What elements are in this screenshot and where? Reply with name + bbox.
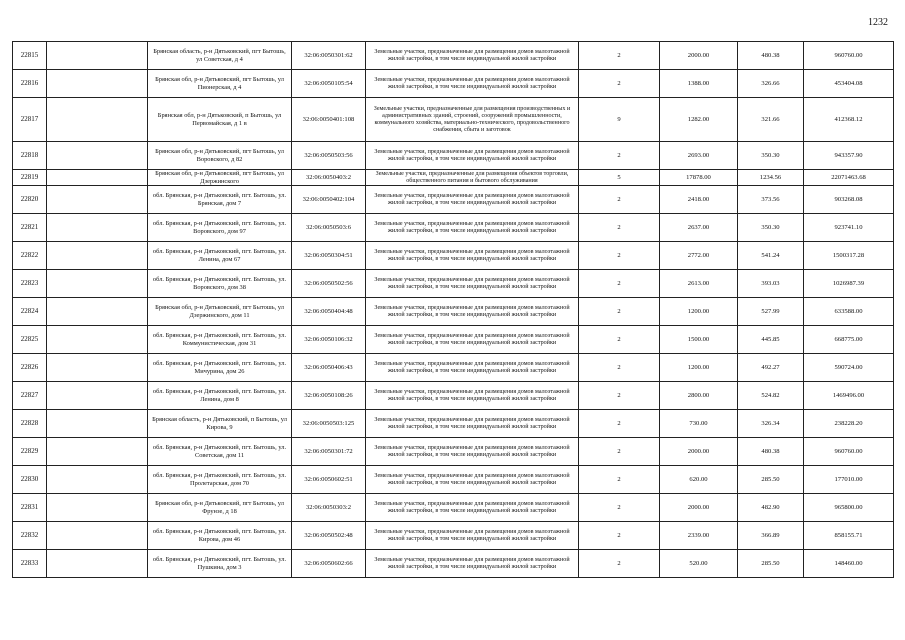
cadastral-value-cell: 923741.10 bbox=[804, 214, 894, 242]
specific-value-cell: 393.03 bbox=[738, 270, 804, 298]
cadastral-value-cell: 177010.00 bbox=[804, 466, 894, 494]
row-number-cell: 22825 bbox=[13, 326, 47, 354]
land-use-cell: Земельные участки, предназначенные для размещения домов малоэтажной жилой застройки, в том числе индивидуальной жилой застройки bbox=[366, 522, 579, 550]
blank-cell bbox=[47, 98, 148, 142]
area-cell: 1388.00 bbox=[660, 70, 738, 98]
area-cell: 1200.00 bbox=[660, 298, 738, 326]
cadastral-number-cell: 32:06:0050105:54 bbox=[292, 70, 366, 98]
cadastral-value-cell: 453404.08 bbox=[804, 70, 894, 98]
land-use-cell: Земельные участки, предназначенные для размещения домов малоэтажной жилой застройки, в том числе индивидуальной жилой застройки bbox=[366, 410, 579, 438]
address-cell: Брянская обл, р-н Дятьковский, пгт Бытошь, ул Пионерская, д 4 bbox=[148, 70, 292, 98]
blank-cell bbox=[47, 466, 148, 494]
cadastral-number-cell: 32:06:0050503:125 bbox=[292, 410, 366, 438]
table-body bbox=[13, 42, 894, 578]
group-number-cell: 2 bbox=[579, 522, 660, 550]
table-row bbox=[13, 438, 894, 466]
blank-cell bbox=[47, 410, 148, 438]
address-cell: Брянская обл, р-н Дятьковский, пгт Бытошь, ул Фрунзе, д 18 bbox=[148, 494, 292, 522]
blank-cell bbox=[47, 270, 148, 298]
row-number-cell: 22819 bbox=[13, 170, 47, 186]
cadastral-value-cell: 148460.00 bbox=[804, 550, 894, 578]
table-row bbox=[13, 70, 894, 98]
row-number-cell: 22817 bbox=[13, 98, 47, 142]
blank-cell bbox=[47, 70, 148, 98]
group-number-cell: 2 bbox=[579, 70, 660, 98]
specific-value-cell: 1234.56 bbox=[738, 170, 804, 186]
table-row bbox=[13, 410, 894, 438]
land-use-cell: Земельные участки, предназначенные для размещения домов малоэтажной жилой застройки, в том числе индивидуальной жилой застройки bbox=[366, 186, 579, 214]
table-row bbox=[13, 494, 894, 522]
area-cell: 2800.00 bbox=[660, 382, 738, 410]
cadastral-value-cell: 1500317.28 bbox=[804, 242, 894, 270]
area-cell: 2613.00 bbox=[660, 270, 738, 298]
specific-value-cell: 527.99 bbox=[738, 298, 804, 326]
land-use-cell: Земельные участки, предназначенные для размещения производственных и административных зданий, строений, сооружений промышленности, коммунального хозяйства, материально-технического, продовольственного снабжения, сбыта и заготовок bbox=[366, 98, 579, 142]
row-number-cell: 22822 bbox=[13, 242, 47, 270]
cadastral-number-cell: 32:06:0050303:2 bbox=[292, 494, 366, 522]
area-cell: 2339.00 bbox=[660, 522, 738, 550]
cadastral-value-cell: 590724.00 bbox=[804, 354, 894, 382]
blank-cell bbox=[47, 382, 148, 410]
row-number-cell: 22832 bbox=[13, 522, 47, 550]
land-use-cell: Земельные участки, предназначенные для размещения домов малоэтажной жилой застройки, в том числе индивидуальной жилой застройки bbox=[366, 550, 579, 578]
blank-cell bbox=[47, 142, 148, 170]
land-use-cell: Земельные участки, предназначенные для размещения домов малоэтажной жилой застройки, в том числе индивидуальной жилой застройки bbox=[366, 438, 579, 466]
cadastral-value-cell: 943357.90 bbox=[804, 142, 894, 170]
land-use-cell: Земельные участки, предназначенные для размещения домов малоэтажной жилой застройки, в том числе индивидуальной жилой застройки bbox=[366, 466, 579, 494]
row-number-cell: 22815 bbox=[13, 42, 47, 70]
cadastral-number-cell: 32:06:0050503:56 bbox=[292, 142, 366, 170]
land-use-cell: Земельные участки, предназначенные для размещения домов малоэтажной жилой застройки, в том числе индивидуальной жилой застройки bbox=[366, 214, 579, 242]
table-row bbox=[13, 42, 894, 70]
land-use-cell: Земельные участки, предназначенные для размещения домов малоэтажной жилой застройки, в том числе индивидуальной жилой застройки bbox=[366, 70, 579, 98]
land-use-cell: Земельные участки, предназначенные для размещения домов малоэтажной жилой застройки, в том числе индивидуальной жилой застройки bbox=[366, 494, 579, 522]
address-cell: Брянская обл, р-н Дятьковский, пгт Бытошь, ул Дзержинского, дом 11 bbox=[148, 298, 292, 326]
area-cell: 1500.00 bbox=[660, 326, 738, 354]
group-number-cell: 2 bbox=[579, 410, 660, 438]
row-number-cell: 22821 bbox=[13, 214, 47, 242]
group-number-cell: 2 bbox=[579, 354, 660, 382]
land-use-cell: Земельные участки, предназначенные для размещения домов малоэтажной жилой застройки, в том числе индивидуальной жилой застройки bbox=[366, 326, 579, 354]
group-number-cell: 5 bbox=[579, 170, 660, 186]
blank-cell bbox=[47, 214, 148, 242]
table-row bbox=[13, 170, 894, 186]
land-use-cell: Земельные участки, предназначенные для размещения домов малоэтажной жилой застройки, в том числе индивидуальной жилой застройки bbox=[366, 354, 579, 382]
area-cell: 2000.00 bbox=[660, 42, 738, 70]
cadastral-value-cell: 633588.00 bbox=[804, 298, 894, 326]
blank-cell bbox=[47, 170, 148, 186]
area-cell: 2637.00 bbox=[660, 214, 738, 242]
cadastral-number-cell: 32:06:0050304:51 bbox=[292, 242, 366, 270]
table-row bbox=[13, 98, 894, 142]
group-number-cell: 2 bbox=[579, 438, 660, 466]
cadastral-number-cell: 32:06:0050108:26 bbox=[292, 382, 366, 410]
cadastral-value-cell: 960760.00 bbox=[804, 438, 894, 466]
table-row bbox=[13, 522, 894, 550]
row-number-cell: 22820 bbox=[13, 186, 47, 214]
area-cell: 2000.00 bbox=[660, 494, 738, 522]
table-row bbox=[13, 186, 894, 214]
blank-cell bbox=[47, 298, 148, 326]
row-number-cell: 22816 bbox=[13, 70, 47, 98]
address-cell: обл. Брянская, р-н Дятьковский, пгт. Бытошь, ул. Пушкина, дом 3 bbox=[148, 550, 292, 578]
cadastral-value-cell: 412368.12 bbox=[804, 98, 894, 142]
table-row bbox=[13, 382, 894, 410]
specific-value-cell: 285.50 bbox=[738, 466, 804, 494]
blank-cell bbox=[47, 494, 148, 522]
group-number-cell: 2 bbox=[579, 270, 660, 298]
cadastral-number-cell: 32:06:0050602:66 bbox=[292, 550, 366, 578]
specific-value-cell: 326.34 bbox=[738, 410, 804, 438]
cadastral-number-cell: 32:06:0050301:72 bbox=[292, 438, 366, 466]
address-cell: Брянская область, р-н Дятьковский, пгт Бытошь, ул Советская, д 4 bbox=[148, 42, 292, 70]
table-row bbox=[13, 214, 894, 242]
blank-cell bbox=[47, 186, 148, 214]
blank-cell bbox=[47, 42, 148, 70]
address-cell: Брянская обл, р-н Дятьковский, пгт Бытошь, ул Дзержинского bbox=[148, 170, 292, 186]
blank-cell bbox=[47, 550, 148, 578]
cadastral-value-cell: 1026987.39 bbox=[804, 270, 894, 298]
group-number-cell: 9 bbox=[579, 98, 660, 142]
address-cell: обл. Брянская, р-н Дятьковский, пгт. Бытошь, ул. Ленина, дом 8 bbox=[148, 382, 292, 410]
address-cell: обл. Брянская, р-н Дятьковский, пгт. Бытошь, ул. Ленина, дом 67 bbox=[148, 242, 292, 270]
specific-value-cell: 350.30 bbox=[738, 142, 804, 170]
land-use-cell: Земельные участки, предназначенные для размещения домов малоэтажной жилой застройки, в том числе индивидуальной жилой застройки bbox=[366, 242, 579, 270]
group-number-cell: 2 bbox=[579, 550, 660, 578]
specific-value-cell: 480.38 bbox=[738, 438, 804, 466]
group-number-cell: 2 bbox=[579, 298, 660, 326]
cadastral-number-cell: 32:06:0050106:32 bbox=[292, 326, 366, 354]
cadastral-value-cell: 668775.00 bbox=[804, 326, 894, 354]
area-cell: 2000.00 bbox=[660, 438, 738, 466]
cadastral-value-cell: 965800.00 bbox=[804, 494, 894, 522]
land-use-cell: Земельные участки, предназначенные для размещения домов малоэтажной жилой застройки, в том числе индивидуальной жилой застройки bbox=[366, 142, 579, 170]
specific-value-cell: 482.90 bbox=[738, 494, 804, 522]
cadastral-value-cell: 903268.08 bbox=[804, 186, 894, 214]
group-number-cell: 2 bbox=[579, 142, 660, 170]
row-number-cell: 22827 bbox=[13, 382, 47, 410]
table-row bbox=[13, 326, 894, 354]
cadastral-number-cell: 32:06:0050301:62 bbox=[292, 42, 366, 70]
group-number-cell: 2 bbox=[579, 214, 660, 242]
row-number-cell: 22829 bbox=[13, 438, 47, 466]
specific-value-cell: 492.27 bbox=[738, 354, 804, 382]
land-use-cell: Земельные участки, предназначенные для размещения домов малоэтажной жилой застройки, в том числе индивидуальной жилой застройки bbox=[366, 42, 579, 70]
land-use-cell: Земельные участки, предназначенные для размещения домов малоэтажной жилой застройки, в том числе индивидуальной жилой застройки bbox=[366, 270, 579, 298]
cadastral-number-cell: 32:06:0050404:48 bbox=[292, 298, 366, 326]
address-cell: обл. Брянская, р-н Дятьковский, пгт. Бытошь, ул. Мичурина, дом 26 bbox=[148, 354, 292, 382]
group-number-cell: 2 bbox=[579, 382, 660, 410]
specific-value-cell: 285.50 bbox=[738, 550, 804, 578]
cadastral-number-cell: 32:06:0050502:48 bbox=[292, 522, 366, 550]
cadastral-value-table bbox=[12, 41, 894, 578]
cadastral-value-cell: 858155.71 bbox=[804, 522, 894, 550]
land-use-cell: Земельные участки, предназначенные для размещения домов малоэтажной жилой застройки, в том числе индивидуальной жилой застройки bbox=[366, 298, 579, 326]
page-number: 1232 bbox=[868, 17, 888, 28]
group-number-cell: 2 bbox=[579, 42, 660, 70]
table-row bbox=[13, 298, 894, 326]
address-cell: обл. Брянская, р-н Дятьковский, пгт. Бытошь, ул. Брянская, дом 7 bbox=[148, 186, 292, 214]
area-cell: 1282.00 bbox=[660, 98, 738, 142]
row-number-cell: 22831 bbox=[13, 494, 47, 522]
cadastral-number-cell: 32:06:0050401:108 bbox=[292, 98, 366, 142]
row-number-cell: 22818 bbox=[13, 142, 47, 170]
row-number-cell: 22830 bbox=[13, 466, 47, 494]
group-number-cell: 2 bbox=[579, 494, 660, 522]
cadastral-number-cell: 32:06:0050403:2 bbox=[292, 170, 366, 186]
address-cell: обл. Брянская, р-н Дятьковский, пгт. Бытошь, ул. Воровского, дом 97 bbox=[148, 214, 292, 242]
cadastral-value-cell: 238228.20 bbox=[804, 410, 894, 438]
table-row bbox=[13, 550, 894, 578]
address-cell: Брянская область, р-н Дятьковский, п Бытошь, ул Кирова, 9 bbox=[148, 410, 292, 438]
table-row bbox=[13, 242, 894, 270]
specific-value-cell: 366.89 bbox=[738, 522, 804, 550]
row-number-cell: 22823 bbox=[13, 270, 47, 298]
specific-value-cell: 321.66 bbox=[738, 98, 804, 142]
area-cell: 2418.00 bbox=[660, 186, 738, 214]
cadastral-number-cell: 32:06:0050503:6 bbox=[292, 214, 366, 242]
table-row bbox=[13, 142, 894, 170]
specific-value-cell: 326.66 bbox=[738, 70, 804, 98]
row-number-cell: 22828 bbox=[13, 410, 47, 438]
blank-cell bbox=[47, 242, 148, 270]
specific-value-cell: 445.85 bbox=[738, 326, 804, 354]
group-number-cell: 2 bbox=[579, 466, 660, 494]
land-use-cell: Земельные участки, предназначенные для размещения домов малоэтажной жилой застройки, в том числе индивидуальной жилой застройки bbox=[366, 382, 579, 410]
specific-value-cell: 480.38 bbox=[738, 42, 804, 70]
table-row bbox=[13, 466, 894, 494]
table-row bbox=[13, 270, 894, 298]
area-cell: 17878.00 bbox=[660, 170, 738, 186]
address-cell: обл. Брянская, р-н Дятьковский, пгт. Бытошь, ул. Советская, дом 11 bbox=[148, 438, 292, 466]
group-number-cell: 2 bbox=[579, 242, 660, 270]
specific-value-cell: 524.82 bbox=[738, 382, 804, 410]
blank-cell bbox=[47, 438, 148, 466]
specific-value-cell: 350.30 bbox=[738, 214, 804, 242]
cadastral-number-cell: 32:06:0050602:51 bbox=[292, 466, 366, 494]
cadastral-value-cell: 960760.00 bbox=[804, 42, 894, 70]
cadastral-value-cell: 1469496.00 bbox=[804, 382, 894, 410]
specific-value-cell: 373.56 bbox=[738, 186, 804, 214]
area-cell: 2772.00 bbox=[660, 242, 738, 270]
blank-cell bbox=[47, 326, 148, 354]
area-cell: 730.00 bbox=[660, 410, 738, 438]
area-cell: 620.00 bbox=[660, 466, 738, 494]
area-cell: 520.00 bbox=[660, 550, 738, 578]
address-cell: обл. Брянская, р-н Дятьковский, пгт. Бытошь, ул. Коммунистическая, дом 31 bbox=[148, 326, 292, 354]
row-number-cell: 22824 bbox=[13, 298, 47, 326]
land-use-cell: Земельные участки, предназначенные для размещения объектов торговли, общественного питания и бытового обслуживания bbox=[366, 170, 579, 186]
address-cell: обл. Брянская, р-н Дятьковский, пгт. Бытошь, ул. Кирова, дом 46 bbox=[148, 522, 292, 550]
address-cell: Брянская обл, р-н Дятьковский, п Бытошь, ул Первомайская, д 1 в bbox=[148, 98, 292, 142]
row-number-cell: 22826 bbox=[13, 354, 47, 382]
area-cell: 1200.00 bbox=[660, 354, 738, 382]
group-number-cell: 2 bbox=[579, 186, 660, 214]
blank-cell bbox=[47, 354, 148, 382]
row-number-cell: 22833 bbox=[13, 550, 47, 578]
address-cell: обл. Брянская, р-н Дятьковский, пгт. Бытошь, ул. Пролетарская, дом 70 bbox=[148, 466, 292, 494]
cadastral-number-cell: 32:06:0050402:104 bbox=[292, 186, 366, 214]
group-number-cell: 2 bbox=[579, 326, 660, 354]
cadastral-number-cell: 32:06:0050406:43 bbox=[292, 354, 366, 382]
address-cell: обл. Брянская, р-н Дятьковский, пгт. Бытошь, ул. Воровского, дом 38 bbox=[148, 270, 292, 298]
cadastral-number-cell: 32:06:0050502:56 bbox=[292, 270, 366, 298]
area-cell: 2693.00 bbox=[660, 142, 738, 170]
address-cell: Брянская обл, р-н Дятьковский, пгт Бытошь, ул Воровского, д 82 bbox=[148, 142, 292, 170]
cadastral-value-cell: 22071463.68 bbox=[804, 170, 894, 186]
blank-cell bbox=[47, 522, 148, 550]
specific-value-cell: 541.24 bbox=[738, 242, 804, 270]
table-row bbox=[13, 354, 894, 382]
